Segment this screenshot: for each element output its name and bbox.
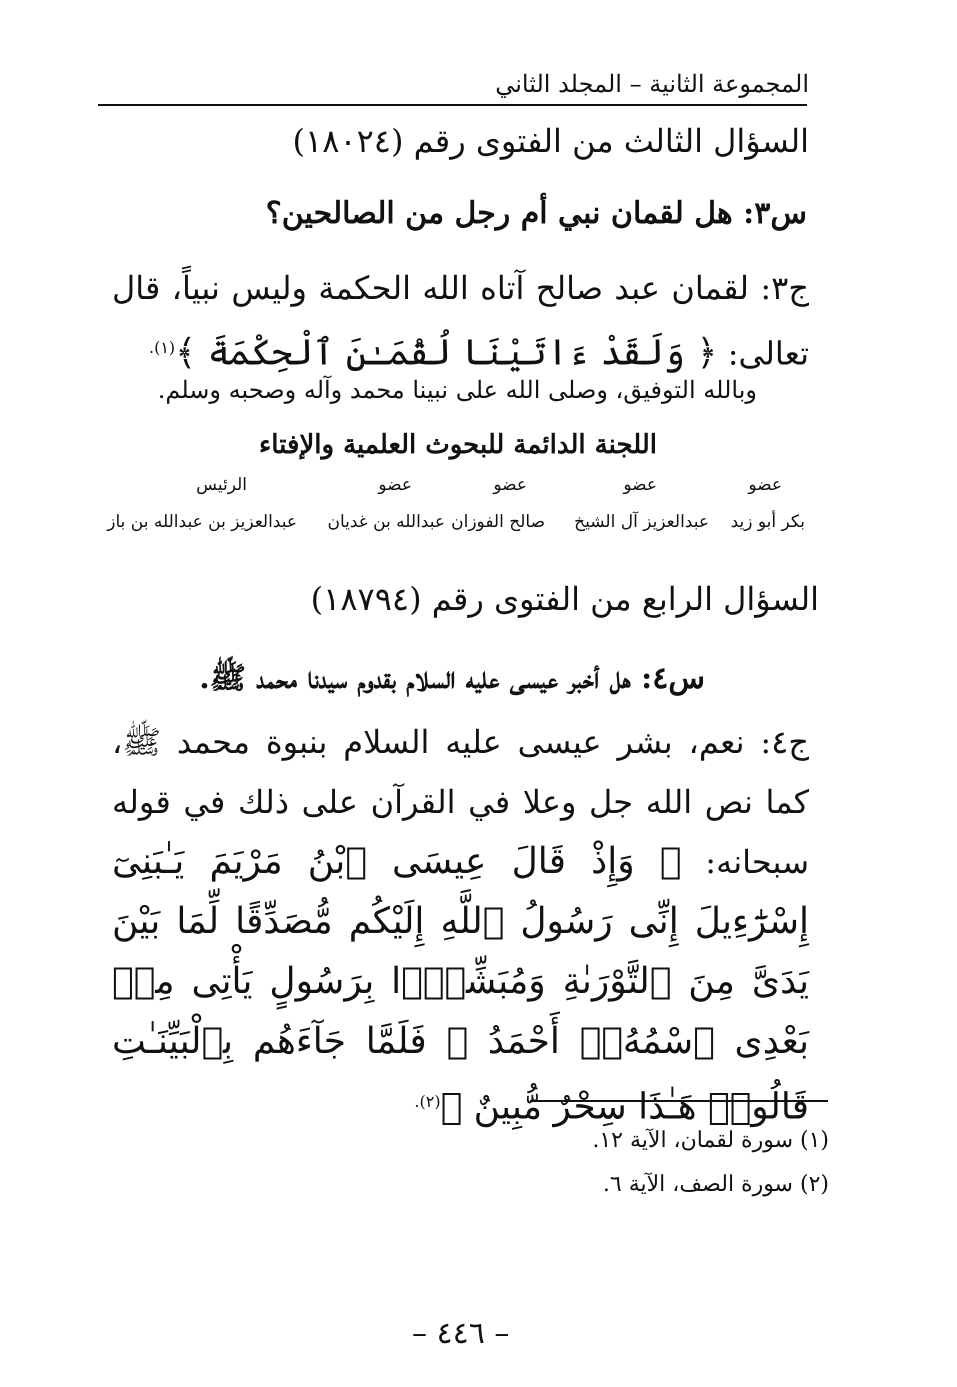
question-3: س٣: هل لقمان نبي أم رجل من الصالحين؟ bbox=[265, 196, 807, 231]
footnote-divider bbox=[530, 1100, 828, 1102]
footnote-2: (٢) سورة الصف، الآية ٦. bbox=[602, 1172, 829, 1197]
signatory-title: عضو bbox=[378, 475, 412, 495]
signatory-name: صالح الفوزان bbox=[451, 512, 545, 532]
signatory-name: عبدالعزيز آل الشيخ bbox=[574, 512, 709, 532]
header-divider bbox=[98, 104, 807, 106]
fatwa-3-title: السؤال الثالث من الفتوى رقم (١٨٠٢٤) bbox=[292, 122, 809, 160]
answer-3 bbox=[112, 258, 809, 384]
fatwa-4-title: السؤال الرابع من الفتوى رقم (١٨٧٩٤) bbox=[310, 580, 819, 618]
quran-verse-3: ﴿ وَلَقَدْ ءَاتَيْنَا لُقْمَـٰنَ ٱلْحِكْمَةَ ﴾ bbox=[175, 332, 718, 374]
signatory-title: عضو bbox=[493, 475, 527, 495]
signatory-name: عبدالعزيز بن عبدالله بن باز bbox=[107, 512, 297, 532]
answer-4-text: ج٤: نعم، بشر عيسى عليه السلام بنبوة محمد ﷺ، كما نص الله جل وعلا في القرآن على ذلك في قوله سبحانه: bbox=[112, 723, 810, 881]
footnote-1: (١) سورة لقمان، الآية ١٢. bbox=[592, 1128, 829, 1153]
question-4: س٤: هل أخبر عيسى عليه السلام بقدوم سيدنا محمد ﷺ. bbox=[199, 661, 705, 696]
footnote-ref-1: (١). bbox=[148, 338, 176, 357]
committee-name: اللجنة الدائمة للبحوث العلمية والإفتاء bbox=[259, 430, 657, 460]
closing-text: وبالله التوفيق، وصلى الله على نبينا محمد وآله وصحبه وسلم. bbox=[157, 376, 757, 404]
signatory-title: الرئيس bbox=[196, 475, 247, 495]
signatory-title: عضو bbox=[748, 475, 782, 495]
quran-verse-4: ﴿ وَإِذْ قَالَ عِيسَى ٱبْنُ مَرْيَمَ يَـٰبَنِىٓ إِسْرَٰٓءِيلَ إِنِّى رَسُولُ ٱللَّهِ إِلَيْكُم مُّصَدِّقًا لِّمَا بَيْنَ يَدَىَّ مِنَ ٱلتَّوْرَىٰةِ وَمُبَشِّرًۢا بِرَسُولٍ يَأْتِى مِنۢ بَعْدِى ٱسْمُهُۥٓ أَحْمَدُ ۖ فَلَمَّا جَآءَهُم بِٱلْبَيِّنَـٰتِ قَالُوا۟ هَـٰذَا سِحْرٌ مُّبِينٌ ﴾ bbox=[112, 841, 809, 1128]
running-header: المجموعة الثانية – المجلد الثاني bbox=[495, 70, 809, 98]
signatory-name: بكر أبو زيد bbox=[730, 512, 805, 532]
page-number: – ٤٤٦ – bbox=[412, 1316, 510, 1351]
answer-3-text: ج٣: لقمان عبد صالح آتاه الله الحكمة وليس نبياً، قال تعالى: bbox=[112, 269, 809, 373]
signatory-title: عضو bbox=[623, 475, 657, 495]
answer-4 bbox=[112, 712, 809, 1138]
signatory-name: عبدالله بن غديان bbox=[327, 512, 445, 532]
footnote-ref-2: (٢). bbox=[414, 1092, 441, 1111]
